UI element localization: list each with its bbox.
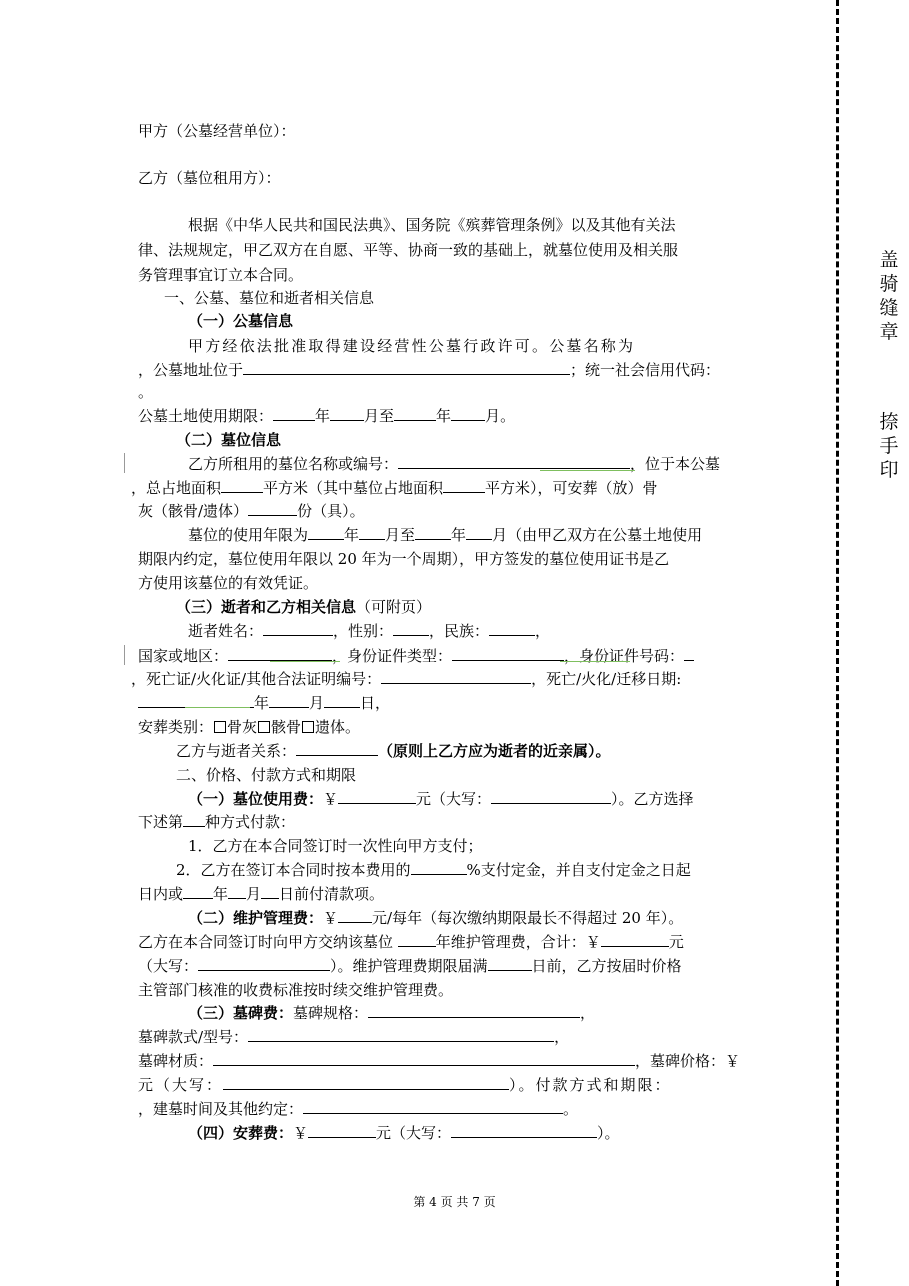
words-blank[interactable]	[198, 956, 330, 971]
text: 元（大写：	[416, 790, 492, 808]
remains-checkbox[interactable]	[258, 721, 270, 733]
text: 遗体。	[315, 718, 361, 736]
text: ，身份证件号码：	[564, 647, 685, 665]
credit-code-end: 。	[138, 383, 154, 401]
deposit-blank[interactable]	[411, 860, 467, 875]
revision-mark	[270, 661, 340, 662]
blank[interactable]	[466, 525, 492, 540]
revision-mark	[540, 470, 635, 471]
text: 灰（骸骨/遗体）	[138, 502, 249, 520]
plot-fee-line	[188, 788, 694, 810]
blank[interactable]	[308, 525, 344, 540]
blank[interactable]	[248, 501, 297, 516]
text: 日，	[360, 694, 391, 712]
thumbprint-label: 捺手印	[879, 411, 899, 481]
text: 年	[436, 407, 452, 425]
preamble-line-2: 律、法规规定，甲乙双方在自愿、平等、协商一致的基础上，就墓位使用及相关服	[138, 241, 679, 259]
section-1-title: 一、公墓、墓位和逝者相关信息	[164, 289, 375, 307]
fee-words-blank[interactable]	[491, 789, 611, 804]
tombstone-price-words-line	[138, 1074, 672, 1096]
text: 骨灰	[227, 718, 258, 736]
maintenance-fee-line	[188, 907, 683, 929]
section-2-title: 二、价格、付款方式和期限	[176, 766, 357, 784]
gender-blank[interactable]	[393, 621, 429, 636]
blank[interactable]	[451, 406, 485, 421]
deceased-id-line	[138, 645, 694, 667]
text: 元	[668, 933, 684, 951]
text: ，建墓时间及其他约定：	[138, 1100, 304, 1118]
plot-term-line-2: 期限内约定，墓位使用年限以 20 年为一个周期），甲方签发的墓位使用证书是乙	[138, 550, 670, 568]
margin-mark	[124, 453, 125, 473]
blank[interactable]	[330, 406, 364, 421]
days-blank[interactable]	[488, 956, 532, 971]
plot-term-line-3: 方使用该墓位的有效凭证。	[138, 574, 319, 592]
land-term-line	[138, 405, 515, 427]
text: 逝者姓名：	[188, 622, 264, 640]
blank[interactable]	[261, 884, 279, 899]
text: 年	[344, 526, 360, 544]
text: 年维护管理费，合计：￥	[435, 933, 601, 951]
title-note: （可附页）	[356, 598, 432, 616]
text: 日前付清款项。	[279, 885, 385, 903]
seam-seal-label: 盖骑缝章	[879, 249, 899, 343]
blank[interactable]	[359, 525, 385, 540]
name-blank[interactable]	[263, 621, 333, 636]
text: 下述第	[138, 813, 184, 831]
construction-time-line	[138, 1098, 578, 1120]
id-type-blank[interactable]	[452, 646, 564, 661]
title: （四）安葬费：	[188, 1124, 294, 1142]
blank[interactable]	[394, 406, 436, 421]
text: 日内或	[138, 885, 184, 903]
fee-blank[interactable]	[308, 1123, 376, 1138]
payment-option-1: 1．乙方在本合同签订时一次性向甲方支付；	[188, 837, 483, 855]
section-1-2-title: （二）墓位信息	[176, 431, 282, 449]
text: 国家或地区：	[138, 647, 229, 665]
text: ，	[554, 1028, 570, 1046]
spec-blank[interactable]	[368, 1003, 580, 1018]
plot-number-blank[interactable]	[398, 454, 630, 469]
title: （二）维护管理费：	[188, 909, 324, 927]
text: ￥	[323, 790, 339, 808]
page-number: 第 4 页 共 7 页	[413, 1195, 496, 1209]
year-blank[interactable]	[138, 693, 254, 708]
body-checkbox[interactable]	[302, 721, 314, 733]
maintenance-renewal-line: 主管部门核准的收费标准按时续交维护管理费。	[138, 981, 454, 999]
revision-mark	[560, 661, 630, 662]
text: （大写：	[138, 957, 199, 975]
model-blank[interactable]	[248, 1027, 554, 1042]
text: ）。	[597, 1124, 620, 1142]
text: 乙方与逝者关系：	[176, 742, 297, 760]
text: ，公墓地址位于	[138, 361, 244, 379]
text: ，民族：	[429, 622, 490, 640]
text: %支付定金，并自支付定金之日起	[466, 861, 691, 879]
payment-deadline-line	[138, 883, 384, 905]
title: （一）墓位使用费：	[188, 790, 324, 808]
country-blank[interactable]	[228, 646, 332, 661]
text: 平方米），可安葬（放）骨	[485, 479, 658, 497]
text: 月至	[364, 407, 395, 425]
death-certificate-line	[131, 668, 681, 690]
seam-dashed-line	[836, 0, 839, 1286]
maintenance-words-line	[138, 955, 682, 977]
preamble-line-3: 务管理事宜订立本合同。	[138, 266, 304, 284]
text: 墓碑款式/型号：	[138, 1028, 249, 1046]
text: 公墓土地使用期限：	[138, 407, 274, 425]
text: ，位于本公墓	[630, 455, 721, 473]
text: ；统一社会信用代码：	[570, 361, 721, 379]
certificate-blank[interactable]	[381, 669, 531, 684]
payment-option-2	[176, 859, 691, 881]
text: ）。维护管理费期限届满	[330, 957, 488, 975]
id-number-blank[interactable]	[684, 646, 694, 661]
ashes-checkbox[interactable]	[214, 721, 226, 733]
text: 2．乙方在签订本合同时按本费用的	[176, 861, 411, 879]
blank[interactable]	[443, 478, 485, 493]
text: 日前，乙方按届时价格	[531, 957, 682, 975]
text: 月。	[485, 407, 516, 425]
text: ）。付款方式和期限：	[509, 1076, 672, 1094]
material-blank[interactable]	[213, 1051, 635, 1066]
years-blank[interactable]	[398, 932, 436, 947]
text: ，总占地面积	[131, 479, 222, 497]
address-blank[interactable]	[243, 360, 570, 375]
maintenance-total-line	[138, 931, 684, 953]
section-1-1-title: （一）公墓信息	[188, 312, 294, 330]
total-blank[interactable]	[601, 932, 669, 947]
section-1-3-title	[176, 596, 431, 618]
text: ，	[535, 622, 551, 640]
choice-blank[interactable]	[183, 812, 205, 827]
text: ，	[580, 1004, 596, 1022]
text: 墓碑规格：	[293, 1004, 369, 1022]
ethnicity-blank[interactable]	[489, 621, 535, 636]
relationship-blank[interactable]	[296, 741, 378, 756]
text: ，死亡证/火化证/其他合法证明编号：	[131, 670, 382, 688]
text: ，身份证件类型：	[332, 647, 453, 665]
words-blank[interactable]	[223, 1075, 509, 1090]
death-date-line	[138, 692, 390, 714]
text: 平方米（其中墓位占地面积	[263, 479, 444, 497]
tombstone-material-line	[138, 1050, 740, 1072]
text: 骸骨	[271, 718, 302, 736]
month-blank[interactable]	[269, 693, 309, 708]
burial-fee-line	[188, 1122, 620, 1144]
text: 元（大写：	[138, 1076, 224, 1094]
text: 月	[309, 694, 325, 712]
party-b-label: 乙方（墓位租用方）：	[138, 169, 281, 187]
text: 年	[451, 526, 467, 544]
text: 元/每年（每次缴纳期限最长不得超过 20 年）。	[372, 909, 684, 927]
text: 墓碑材质：	[138, 1052, 214, 1070]
text: ）。乙方选择	[611, 790, 694, 808]
burial-type-line	[138, 716, 360, 738]
text: 墓位的使用年限为	[188, 526, 309, 544]
day-blank[interactable]	[324, 693, 360, 708]
plot-capacity-line	[138, 500, 365, 522]
plot-term-line	[188, 524, 702, 546]
text: ，死亡/火化/迁移日期:	[531, 670, 682, 688]
text: 乙方所租用的墓位名称或编号：	[188, 455, 399, 473]
text: 安葬类别：	[138, 718, 214, 736]
text: 月（由甲乙双方在公墓土地使用	[492, 526, 703, 544]
party-a-label: 甲方（公墓经营单位）：	[138, 122, 296, 140]
cemetery-approval-line: 甲方经依法批准取得建设经营性公墓行政许可。公墓名称为	[188, 337, 636, 355]
blank[interactable]	[273, 406, 315, 421]
blank[interactable]	[221, 478, 263, 493]
plot-number-line	[188, 453, 720, 475]
deceased-name-line	[188, 620, 550, 642]
text: 月至	[385, 526, 416, 544]
fee-blank[interactable]	[338, 908, 372, 923]
text: 种方式付款：	[205, 813, 296, 831]
time-blank[interactable]	[303, 1099, 563, 1114]
words-blank[interactable]	[451, 1123, 597, 1138]
text: 年	[254, 694, 270, 712]
text: 。	[563, 1100, 579, 1118]
text: 年	[315, 407, 331, 425]
text: ￥	[293, 1124, 309, 1142]
text: 元（大写：	[376, 1124, 452, 1142]
blank[interactable]	[415, 525, 451, 540]
text: 乙方在本合同签订时向甲方交纳该墓位	[138, 933, 394, 951]
title: （三）逝者和乙方相关信息	[176, 598, 357, 616]
tombstone-model-line	[138, 1026, 569, 1048]
preamble-line-1: 根据《中华人民共和国民法典》、国务院《殡葬管理条例》以及其他有关法	[188, 216, 676, 234]
relationship-line	[176, 740, 611, 762]
fee-blank[interactable]	[338, 789, 416, 804]
title: （三）墓碑费：	[188, 1004, 294, 1022]
revision-mark	[185, 707, 250, 708]
plot-area-line	[131, 477, 658, 499]
text: ，墓碑价格：￥	[635, 1052, 741, 1070]
tombstone-spec-line	[188, 1002, 595, 1024]
payment-choice-line	[138, 811, 295, 833]
text: ￥	[323, 909, 339, 927]
blank[interactable]	[228, 884, 246, 899]
text: 月	[246, 885, 262, 903]
text: 份（具）。	[297, 502, 365, 520]
text: 年	[213, 885, 229, 903]
margin-mark	[124, 645, 125, 665]
text: ，性别：	[333, 622, 394, 640]
text: （原则上乙方应为逝者的近亲属）。	[378, 742, 611, 760]
cemetery-address-line	[138, 359, 720, 381]
blank[interactable]	[183, 884, 213, 899]
